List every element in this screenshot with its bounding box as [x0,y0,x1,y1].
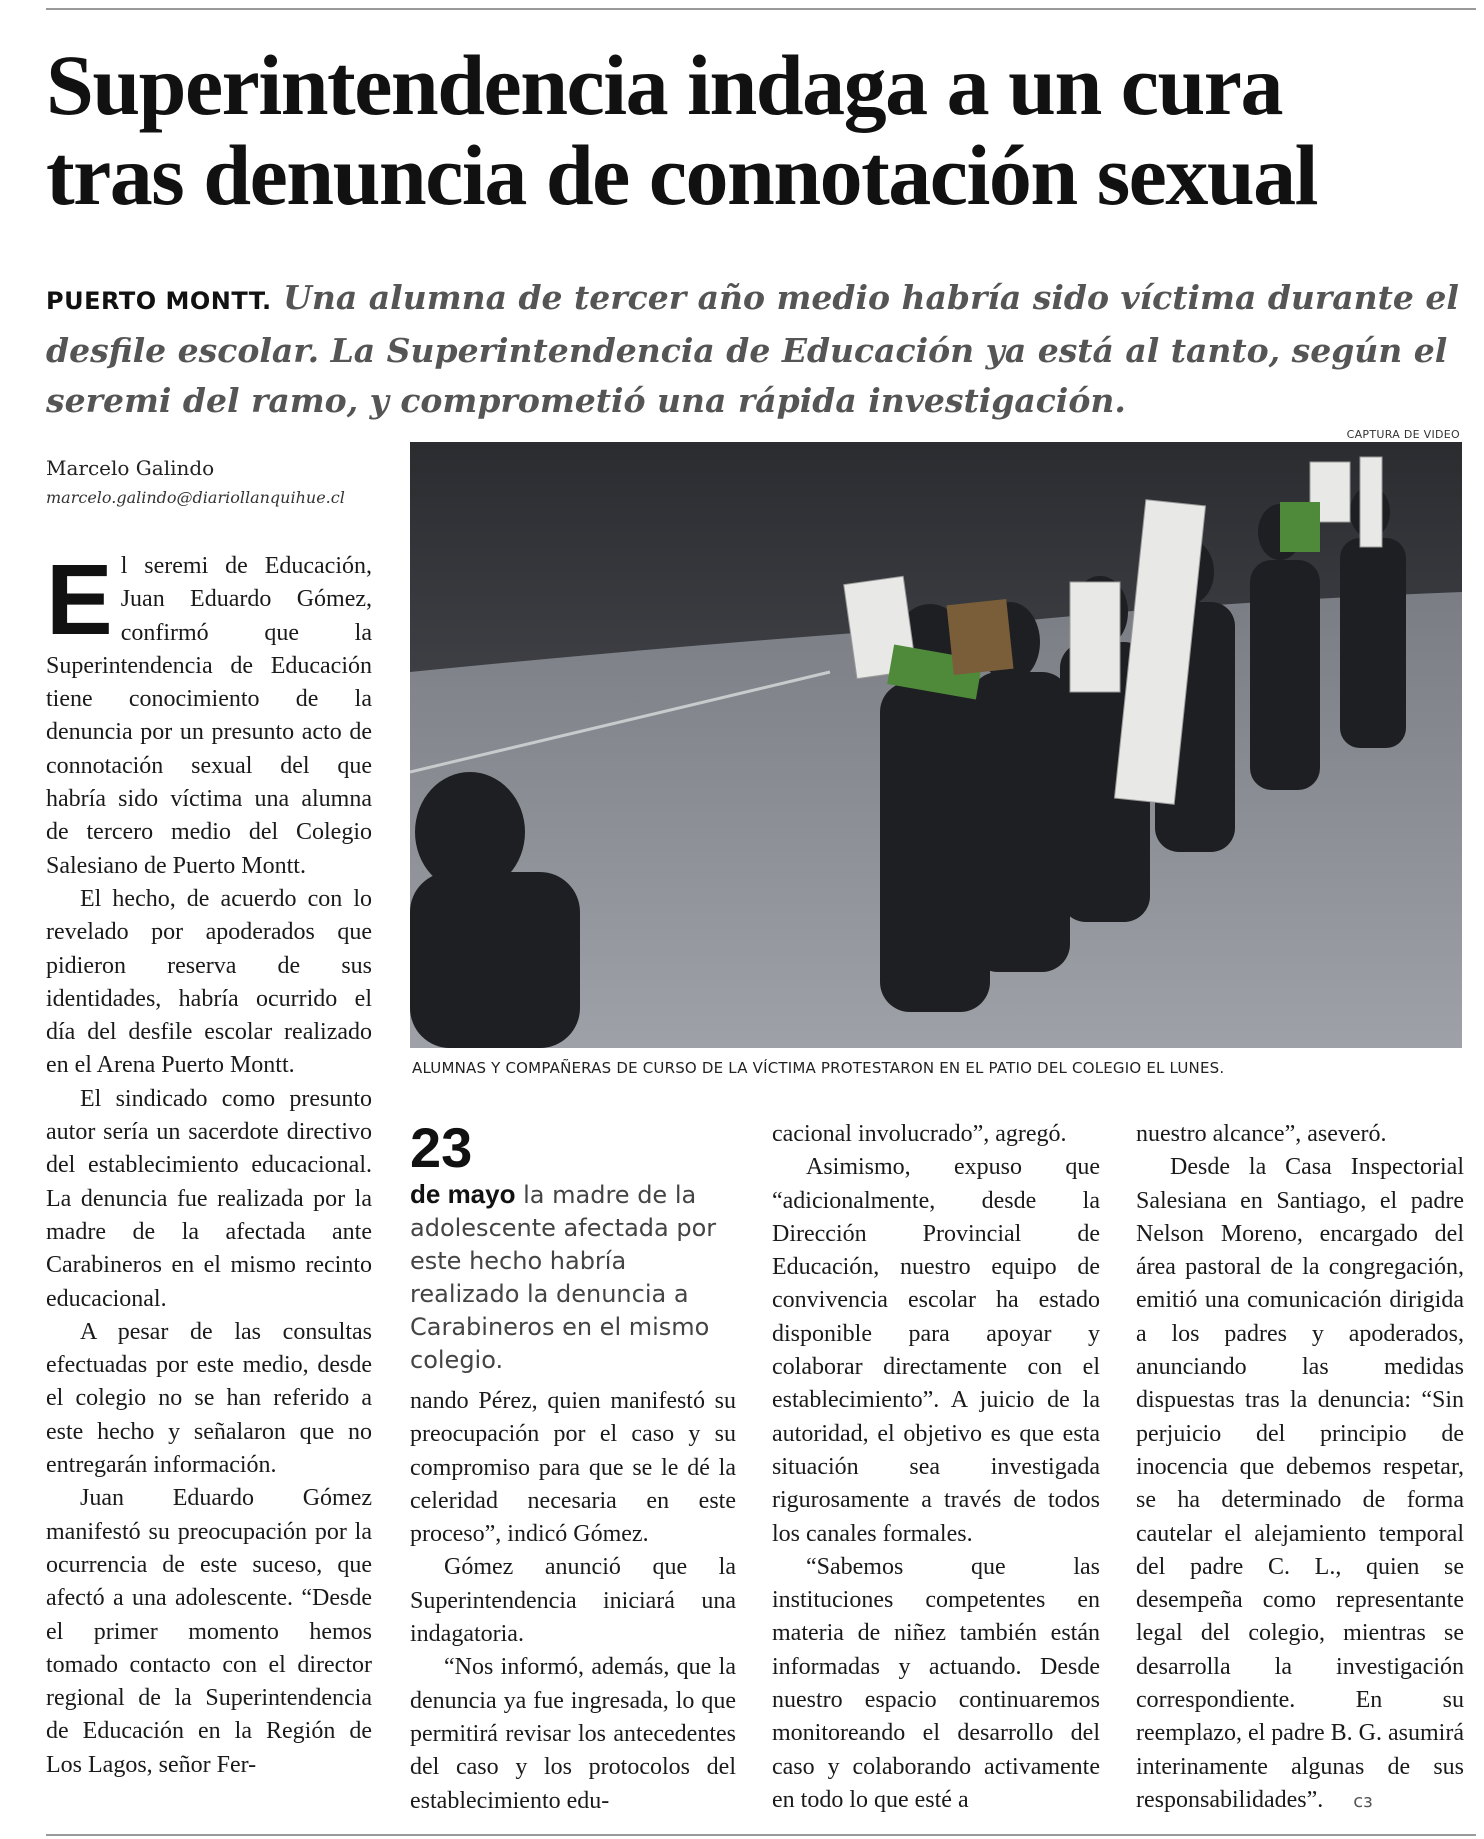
author-email: marcelo.galindo@diariollanquihue.cl [46,488,345,507]
paragraph-c4-2: Desde la Casa Inspectorial Salesiana en Santiago, el padre Nelson Moreno, encargado del área pastoral de la congregación, emitió una comunicación dirigida a los padres y apoderados, anunciando las medidas dispuestas tras la denuncia: “Sin perjuicio del principio de inocencia que debemos respetar, se ha determinado de forma cautelar el alejamiento temporal del padre C. L., quien se desempeña como representante legal del colegio, mientras se desarrolla la investigación correspondiente. En su reemplazo, el padre B. G. asumirá interinamente algunas de sus responsabilidades”. cз [1136,1154,1464,1813]
callout-number: 23 [410,1116,473,1179]
photo-caption: ALUMNAS Y COMPAÑERAS DE CURSO DE LA VÍCTIMA PROTESTARON EN EL PATIO DEL COLEGIO EL LUNES. [412,1059,1225,1077]
paragraph-c2-3: “Nos informó, además, que la denuncia ya fue ingresada, lo que permitirá revisar los antecedentes del caso y los protocolos del establecimiento edu- [410,1654,736,1814]
paragraph-3: El sindicado como presunto autor sería un sacerdote directivo del establecimiento educacional. La denuncia fue realizada por la madre de la afectada ante Carabineros en el mismo recinto educacional. [46,1085,372,1312]
paragraph-c3-2: Asimismo, expuso que “adicionalmente, desde la Dirección Provincial de Educación, nuestro equipo de convivencia escolar ha estado disponible para apoyar y colaborar directamente con el establecimiento”. A juicio de la autoridad, el objetivo es que esta situación sea investigada rigurosamente a través de todos los canales formales. [772,1154,1100,1547]
article-column-2 [410,1385,736,1818]
paragraph-4: A pesar de las consultas efectuadas por este medio, desde el colegio no se han referido a este hecho y señalaron que no entregarán información. [46,1318,372,1479]
paragraph-5: Juan Eduardo Gómez manifestó su preocupación por la ocurrencia de este suceso, que afectó a una adolescente. “Desde el primer momento hemos tomado contacto con el director regional de la Superintendencia de Educación en la Región de Los Lagos, señor Fer- [46,1485,372,1778]
callout-unit: de mayo [410,1179,516,1209]
photo-credit: CAPTURA DE VIDEO [1346,428,1460,441]
author-name: Marcelo Galindo [46,456,215,480]
paragraph-c3-1: cacional involucrado”, agregó. [772,1121,1067,1147]
paragraph-c4-1: nuestro alcance”, aseveró. [1136,1121,1387,1147]
paragraph-c3-3: “Sabemos que las instituciones competentes en materia de niñez también están informadas y actuando. Desde nuestro espacio continuaremos monitoreando el desarrollo del caso y colaborando activamente en todo lo que esté a [772,1553,1100,1813]
dateline: PUERTO MONTT. [46,287,272,315]
article-column-3 [772,1118,1100,1817]
bottom-rule [46,1834,1476,1836]
lead-paragraph [46,273,1466,426]
end-mark: cз [1353,1790,1373,1812]
headline-line-1: Superintendencia indaga a un cura [46,37,1282,133]
paragraph-2: El hecho, de acuerdo con lo revelado por apoderados que pidieron reserva de sus identidades, habría ocurrido el día del desfile escolar realizado en el Arena Puerto Montt. [46,885,372,1079]
article-column-1 [46,544,372,1782]
article-column-4 [1136,1118,1464,1818]
callout-text: la madre de la adolescente afectada por este hecho habría realizado la denuncia a Carabineros en el mismo colegio. [410,1181,717,1374]
callout-body [410,1178,740,1377]
news-photo [410,442,1462,1048]
paragraph-c2-1: nando Pérez, quien manifestó su preocupación por el caso y su compromiso para que se le dé la celeridad necesaria en este proceso”, indicó Gómez. [410,1388,736,1548]
paragraph-c2-2: Gómez anunció que la Superintendencia iniciará una indagatoria. [410,1554,736,1648]
paragraph-1: El seremi de Educación, Juan Eduardo Gómez, confirmó que la Superintendencia de Educación tiene conocimiento de la denuncia por un presunto acto de connotación sexual del que habría sido víctima una alumna de tercero medio del Colegio Salesiano de Puerto Montt. [46,544,372,879]
drop-cap: E [46,544,113,656]
date-callout [410,1118,740,1377]
protest-photo-illustration [410,442,1462,1048]
lead-text: Una alumna de tercer año medio habría sido víctima durante el desfile escolar. La Superintendencia de Educación ya está al tanto, según el seremi del ramo, y comprometió una rápida investigación. [46,278,1459,420]
top-rule [46,8,1476,10]
headline-line-2: tras denuncia de connotación sexual [46,127,1318,223]
headline [46,37,1476,223]
